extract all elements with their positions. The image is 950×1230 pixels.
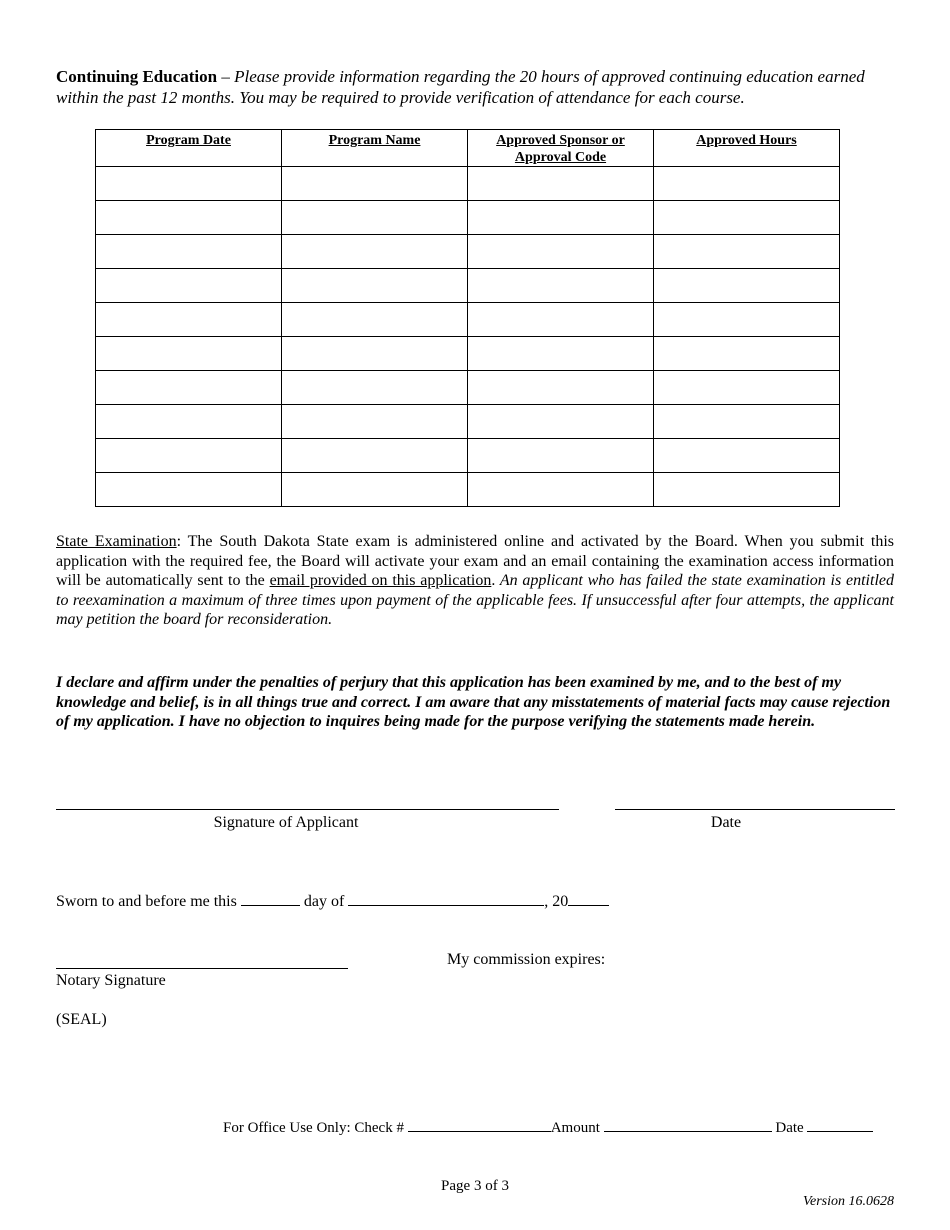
state-examination-paragraph (56, 532, 894, 630)
table-row (96, 337, 840, 371)
page-number: Page 3 of 3 (441, 1178, 509, 1194)
approved-sponsor-cell[interactable] (468, 439, 654, 473)
approved-hours-cell[interactable] (654, 337, 840, 371)
program-date-cell[interactable] (96, 167, 282, 201)
sworn-day-blank[interactable] (241, 891, 300, 906)
approved-sponsor-cell[interactable] (468, 269, 654, 303)
table-row (96, 269, 840, 303)
approved-hours-cell[interactable] (654, 235, 840, 269)
table-row (96, 473, 840, 507)
approved-hours-cell[interactable] (654, 303, 840, 337)
program-date-cell[interactable] (96, 235, 282, 269)
approved-hours-cell[interactable] (654, 371, 840, 405)
seal-label: (SEAL) (56, 1011, 107, 1028)
header-approved-hours: Approved Hours (654, 130, 840, 167)
office-use-line (223, 1117, 873, 1138)
table-row (96, 303, 840, 337)
program-name-cell[interactable] (282, 439, 468, 473)
state-examination-text: : The South Dakota State exam is administered online and activated by the Board. When you submit this application with the required fee, the Board will activate your exam and an email containing the examination access information will be automatically sent to the (56, 533, 895, 589)
table-body (96, 167, 840, 507)
approved-sponsor-cell[interactable] (468, 473, 654, 507)
sworn-text-3: , 20 (544, 893, 569, 910)
sworn-statement (56, 891, 609, 912)
version-number: Version 16.0628 (803, 1194, 894, 1209)
notary-signature-line[interactable] (56, 968, 348, 969)
table-row (96, 371, 840, 405)
table-row (96, 201, 840, 235)
state-examination-period: . (491, 572, 496, 589)
heading-dash: – (217, 67, 235, 86)
office-use-date-label: Date (771, 1120, 808, 1136)
office-date-blank[interactable] (807, 1117, 873, 1132)
email-provided-text: email provided on this application (269, 572, 492, 589)
program-name-cell[interactable] (282, 201, 468, 235)
program-date-cell[interactable] (96, 201, 282, 235)
approved-sponsor-cell[interactable] (468, 337, 654, 371)
approved-hours-cell[interactable] (654, 473, 840, 507)
amount-blank[interactable] (604, 1117, 772, 1132)
program-name-cell[interactable] (282, 235, 468, 269)
approved-sponsor-cell[interactable] (468, 235, 654, 269)
table-row (96, 439, 840, 473)
approved-sponsor-cell[interactable] (468, 303, 654, 337)
table-header-row (96, 130, 840, 167)
program-date-cell[interactable] (96, 371, 282, 405)
table-row (96, 405, 840, 439)
program-date-cell[interactable] (96, 337, 282, 371)
approved-sponsor-cell[interactable] (468, 371, 654, 405)
continuing-education-heading: Continuing Education (56, 67, 218, 86)
sworn-text-2: day of (299, 893, 349, 910)
table-row (96, 235, 840, 269)
date-label: Date (710, 814, 742, 831)
program-name-cell[interactable] (282, 371, 468, 405)
sworn-month-blank[interactable] (348, 891, 544, 906)
approved-sponsor-cell[interactable] (468, 201, 654, 235)
approved-hours-cell[interactable] (654, 167, 840, 201)
continuing-education-instructions: Please provide information regarding the 20 hours of approved continuing education earned within the past 12 months. You may be required to provide verification of attendance for each course. (56, 67, 865, 107)
program-date-cell[interactable] (96, 405, 282, 439)
signature-of-applicant-label: Signature of Applicant (213, 814, 359, 831)
header-program-name: Program Name (282, 130, 468, 167)
program-name-cell[interactable] (282, 473, 468, 507)
state-examination-heading: State Examination (56, 533, 177, 550)
approved-sponsor-cell[interactable] (468, 405, 654, 439)
perjury-declaration: I declare and affirm under the penalties of perjury that this application has been examined by me, and to the best of my knowledge and belief, is in all things true and correct. I am aware that any misstatements of material facts may cause rejection of my application. I have no objection to inquires being made for the purpose verifying the statements made herein. (56, 674, 891, 730)
continuing-education-table (95, 129, 840, 507)
program-date-cell[interactable] (96, 473, 282, 507)
approved-hours-cell[interactable] (654, 269, 840, 303)
program-name-cell[interactable] (282, 405, 468, 439)
program-date-cell[interactable] (96, 439, 282, 473)
applicant-date-line[interactable] (615, 809, 895, 810)
commission-expires-label: My commission expires: (447, 951, 606, 968)
approved-sponsor-cell[interactable] (468, 167, 654, 201)
approved-hours-cell[interactable] (654, 439, 840, 473)
office-use-amount-label: Amount (550, 1120, 604, 1136)
program-date-cell[interactable] (96, 269, 282, 303)
approved-hours-cell[interactable] (654, 405, 840, 439)
header-program-date: Program Date (96, 130, 282, 167)
program-name-cell[interactable] (282, 337, 468, 371)
sworn-text-1: Sworn to and before me this (56, 893, 241, 910)
approved-hours-cell[interactable] (654, 201, 840, 235)
header-approved-sponsor: Approved Sponsor or Approval Code (468, 130, 654, 167)
reexamination-note: An applicant who has failed the state examination is entitled to reexamination a maximum of three times upon payment of the applicable fees. If unsuccessful after four attempts, the applicant may petition the board for reconsideration. (56, 572, 894, 628)
office-use-check-label: For Office Use Only: Check # (223, 1120, 408, 1136)
check-number-blank[interactable] (408, 1117, 551, 1132)
continuing-education-intro (56, 66, 896, 108)
program-name-cell[interactable] (282, 303, 468, 337)
table-row (96, 167, 840, 201)
program-name-cell[interactable] (282, 269, 468, 303)
sworn-year-blank[interactable] (568, 891, 609, 906)
notary-signature-label: Notary Signature (56, 972, 166, 989)
applicant-signature-line[interactable] (56, 809, 559, 810)
program-name-cell[interactable] (282, 167, 468, 201)
program-date-cell[interactable] (96, 303, 282, 337)
